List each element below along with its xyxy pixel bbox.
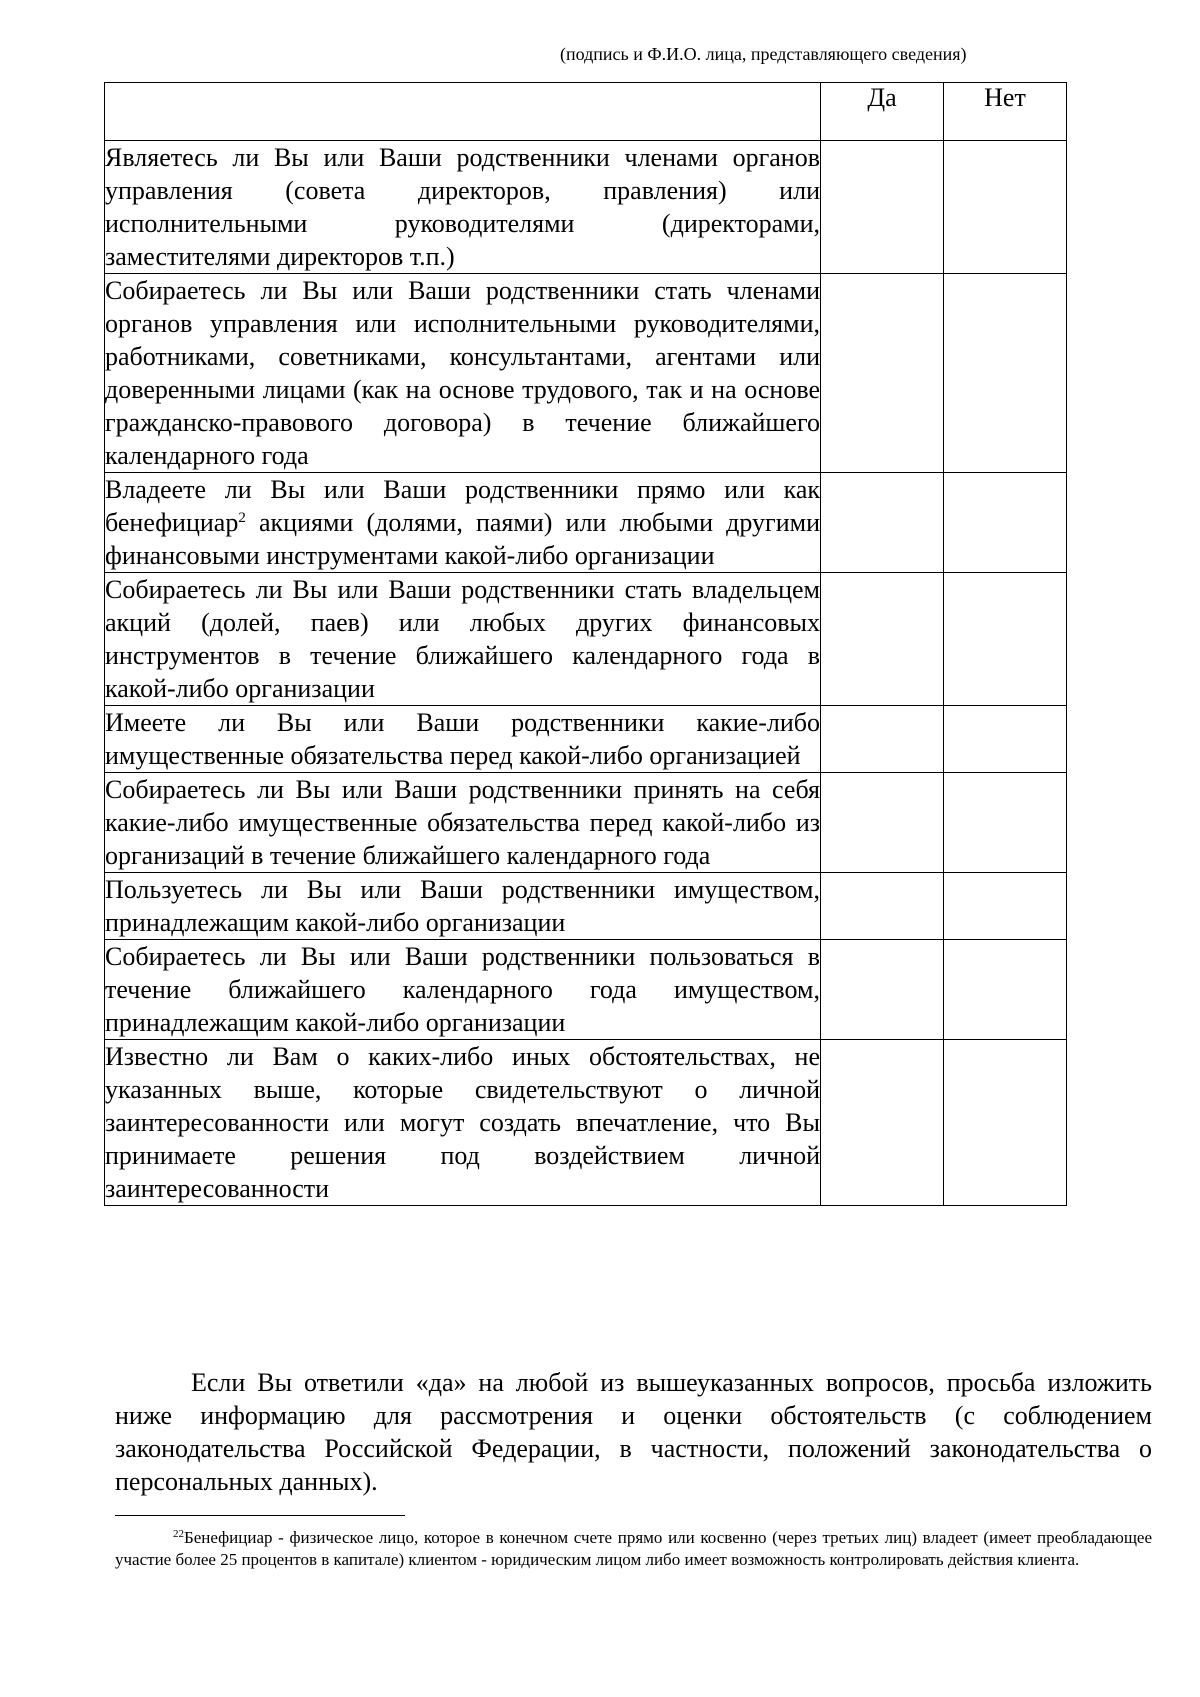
signature-caption: (подпись и Ф.И.О. лица, представляющего сведения) [560,44,967,64]
table-row [105,773,1067,873]
footnote-text: Бенефициар - физическое лицо, которое в конечном счете прямо или косвенно (через третьих лиц) владеет (имеет преобладающее участие более 25 процентов в капитале) клиентом - юридическим лицом либо имеет возможность контролировать действия клиента. [115,1528,1152,1569]
yes-answer-cell[interactable] [821,940,944,1040]
table-row [105,274,1067,473]
instruction-paragraph: Если Вы ответили «да» на любой из вышеуказанных вопросов, просьба изложить ниже информацию для рассмотрения и оценки обстоятельств (с соблюдением законодательства Российской Федерации, в частности, положений законодательства о персональных данных). [115,1368,1152,1496]
question-text: Собираетесь ли Вы или Ваши родственники стать членами органов управления или исполнительными руководителями, работниками, советниками, консультантами, агентами или доверенными лицами (как на основе трудового, так и на основе гражданско-правового договора) в течение ближайшего календарного года [105,274,821,473]
yes-column-header: Да [821,83,944,141]
footnote-mark: 22 [173,1528,184,1540]
question-text [105,473,821,573]
question-text-part: акциями (долями, паями) или любыми другими финансовыми инструментами какой-либо организации [105,508,820,570]
question-text: Собираетесь ли Вы или Ваши родственники пользоваться в течение ближайшего календарного года имуществом, принадлежащим какой-либо организации [105,940,821,1040]
table-header-row [105,83,1067,141]
table-row [105,473,1067,573]
no-answer-cell[interactable] [944,573,1067,706]
yes-answer-cell[interactable] [821,773,944,873]
question-text: Собираетесь ли Вы или Ваши родственники стать владельцем акций (долей, паев) или любых других финансовых инструментов в течение ближайшего календарного года в какой-либо организации [105,573,821,706]
question-text: Известно ли Вам о каких-либо иных обстоятельствах, не указанных выше, которые свидетельствуют о личной заинтересованности или могут создать впечатление, что Вы принимаете решения под воздействием личной заинтересованности [105,1040,821,1206]
no-answer-cell[interactable] [944,274,1067,473]
question-text: Собираетесь ли Вы или Ваши родственники принять на себя какие-либо имущественные обязательства перед какой-либо из организаций в течение ближайшего календарного года [105,773,821,873]
table-row [105,873,1067,940]
table-row [105,940,1067,1040]
yes-answer-cell[interactable] [821,873,944,940]
question-text-part: Владеете ли Вы или Ваши родственники прямо или как бенефициар [105,475,820,537]
no-answer-cell[interactable] [944,773,1067,873]
yes-answer-cell[interactable] [821,473,944,573]
footnote [115,1527,1152,1571]
yes-answer-cell[interactable] [821,706,944,773]
no-answer-cell[interactable] [944,940,1067,1040]
question-text: Являетесь ли Вы или Ваши родственники членами органов управления (совета директоров, правления) или исполнительными руководителями (директорами, заместителями директоров т.п.) [105,141,821,274]
no-answer-cell[interactable] [944,141,1067,274]
question-text: Пользуетесь ли Вы или Ваши родственники имуществом, принадлежащим какой-либо организации [105,873,821,940]
no-answer-cell[interactable] [944,1040,1067,1206]
no-answer-cell[interactable] [944,473,1067,573]
yes-answer-cell[interactable] [821,573,944,706]
question-text: Имеете ли Вы или Ваши родственники какие-либо имущественные обязательства перед какой-либо организацией [105,706,821,773]
question-column-header [105,83,821,141]
footnote-divider [115,1515,405,1516]
no-column-header: Нет [944,83,1067,141]
table-row [105,706,1067,773]
table-row [105,573,1067,706]
yes-answer-cell[interactable] [821,141,944,274]
no-answer-cell[interactable] [944,873,1067,940]
table-row [105,1040,1067,1206]
yes-answer-cell[interactable] [821,274,944,473]
table-row [105,141,1067,274]
no-answer-cell[interactable] [944,706,1067,773]
yes-answer-cell[interactable] [821,1040,944,1206]
questionnaire-table [104,82,1067,1206]
footnote-reference: 2 [238,510,246,526]
